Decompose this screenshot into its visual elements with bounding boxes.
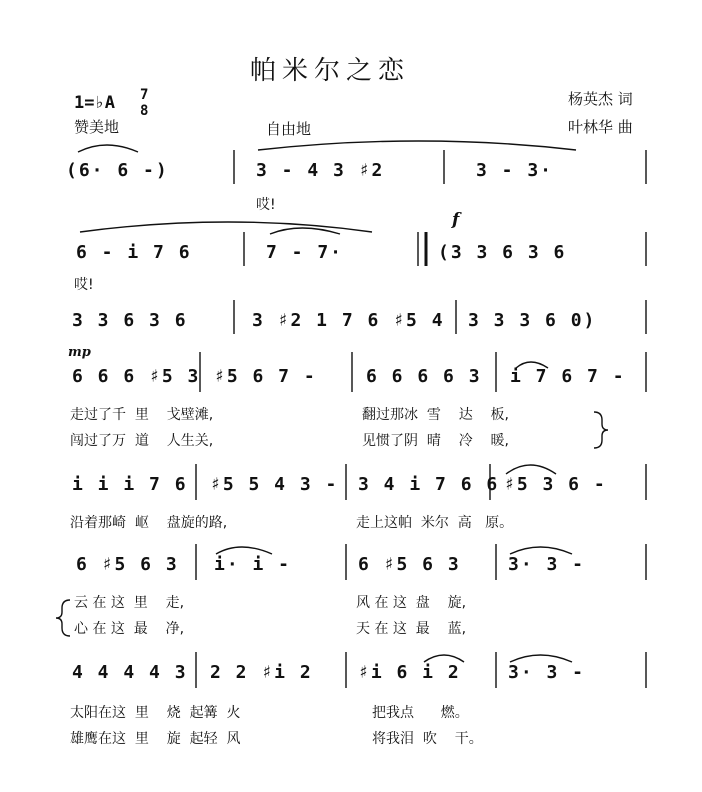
lyric-7-verse1-b: 把我点 燃。 [372,705,469,721]
measure-4a: 6 6 6 ♯5 3 [72,366,201,387]
measure-7a: 4 4 4 4 3 [72,662,188,683]
lyric-6-verse1-a: 云 在 这 里 走, [74,595,185,611]
lyric-line-1: 哎! [256,197,276,213]
measure-2a: 6 - i 7 6 [76,242,192,263]
lyric-4-verse1-b: 翻过那冰 雪 达 板, [362,407,509,423]
expression-mark: 赞美地 [74,118,120,136]
measure-4b: ♯5 6 7 - [214,366,317,387]
measure-5c: 3 4 i 7 6 6 [358,474,500,495]
lyric-6-verse2-a: 心 在 这 最 净, [74,621,185,637]
measure-6c: 6 ♯5 6 3 [358,554,461,575]
measure-2b: 7 - 7· [266,242,344,263]
lyric-6-verse2-b: 天 在 这 最 蓝, [356,621,467,637]
measure-5a: i i i 7 6 [72,474,188,495]
lyric-7-verse2-a: 雄鹰在这 里 旋 起轻 风 [70,731,241,747]
lyric-7-verse1-a: 太阳在这 里 烧 起篝 火 [70,705,241,721]
page-title: 帕米尔之恋 [250,56,411,86]
lyric-4-verse2-a: 闯过了万 道 人生关, [70,433,214,449]
lyric-4-verse1-a: 走过了千 里 戈壁滩, [70,407,214,423]
measure-7c: ♯i 6 i 2 [358,662,461,683]
measure-6d: 3· 3 - [508,554,586,575]
lyric-4-verse2-b: 见惯了阴 晴 冷 暖, [362,433,509,449]
lyric-6-verse1-b: 风 在 这 盘 旋, [356,595,467,611]
time-signature-top: 7 [140,87,149,103]
measure-1a: 3 - 4 3 ♯2 [256,160,385,181]
time-signature-bottom: 8 [140,103,149,119]
measure-3c: 3 3 3 6 0) [468,310,597,331]
measure-5d: ♯5 3 6 - [504,474,607,495]
measure-4c: 6 6 6 6 3 [366,366,482,387]
measure-7b: 2 2 ♯i 2 [210,662,313,683]
lyric-line-2: 哎! [74,277,94,293]
measure-5b: ♯5 5 4 3 - [210,474,339,495]
measure-2c: (3 3 6 3 6 [438,242,567,263]
lyric-5-a: 沿着那崎 岖 盘旋的路, [70,515,228,531]
measure-6a: 6 ♯5 6 3 [76,554,179,575]
measure-7d: 3· 3 - [508,662,586,683]
measure-3a: 3 3 6 3 6 [72,310,188,331]
measure-1b: 3 - 3· [476,160,554,181]
composer-credit: 叶林华 曲 [568,118,633,136]
intro-notes: (6· 6 -) [66,160,169,181]
dynamic-forte: f [452,210,460,230]
dynamic-mezzo-piano: mp [68,345,91,360]
lyric-7-verse2-b: 将我泪 吹 干。 [372,731,483,747]
measure-6b: i· i - [214,554,292,575]
tempo-mark: 自由地 [266,120,312,138]
key-signature: 1=♭A [74,93,115,113]
lyricist-credit: 杨英杰 词 [568,90,633,108]
lyric-5-b: 走上这帕 米尔 高 原。 [356,515,514,531]
measure-4d: i 7 6 7 - [510,366,626,387]
measure-3b: 3 ♯2 1 7 6 ♯5 4 [252,310,445,331]
